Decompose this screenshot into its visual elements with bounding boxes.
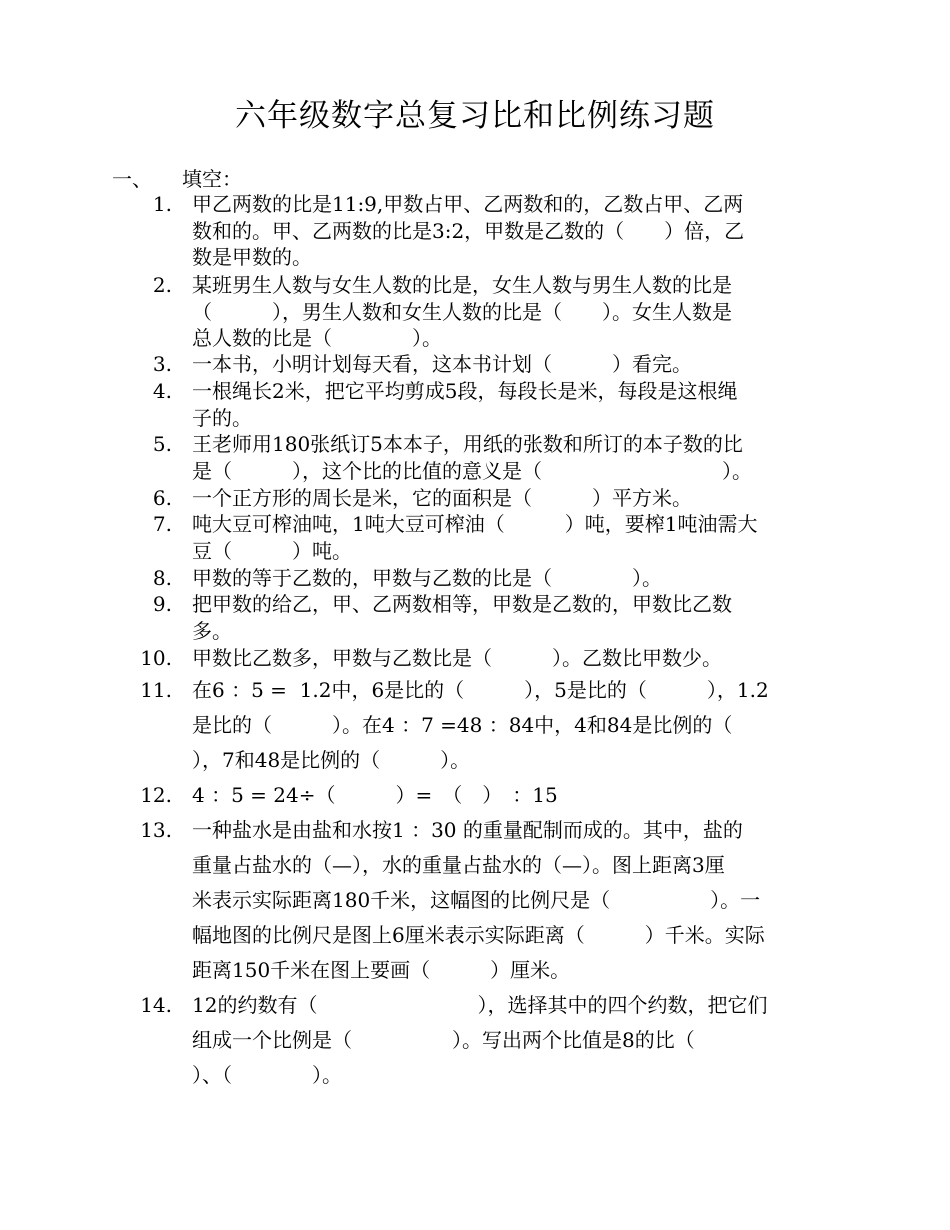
question-line: 甲数的等于乙数的，甲数与乙数的比是（ ）。 bbox=[192, 566, 662, 590]
question-text bbox=[192, 645, 854, 672]
question-number: 4. bbox=[152, 379, 172, 403]
section-title: 填空： bbox=[182, 167, 242, 191]
question-text bbox=[192, 988, 854, 1093]
question-line: 一根绳长2米，把它平均剪成5段，每段长是米，每段是这根绳 bbox=[192, 379, 738, 403]
question-number: 9. bbox=[152, 592, 172, 616]
question-line: 是（ ），这个比的比值的意义是（ ）。 bbox=[192, 458, 752, 483]
question-text bbox=[192, 272, 854, 352]
question-line: 王老师用180张纸订5本本子，用纸的张数和所订的本子数的比 bbox=[192, 432, 743, 456]
question-line: 某班男生人数与女生人数的比是，女生人数与男生人数的比是 bbox=[192, 273, 732, 297]
question-number: 6. bbox=[152, 486, 172, 510]
question-text bbox=[192, 591, 854, 644]
question-line: 是比的（ ）。在4 ：7 =48 ：84中，4和84是比例的（ bbox=[192, 713, 733, 737]
question-line: 甲数比乙数多，甲数与乙数比是（ ）。乙数比甲数少。 bbox=[192, 646, 722, 670]
question-line: 甲乙两数的比是11:9,甲数占甲、乙两数和的，乙数占甲、乙两 bbox=[192, 192, 744, 216]
question-text bbox=[192, 431, 854, 484]
question-line: 多。 bbox=[192, 618, 232, 643]
section-heading bbox=[112, 166, 242, 192]
document-title: 六年级数字总复习比和比例练习题 bbox=[235, 98, 715, 134]
question-line: 幅地图的比例尺是图上6厘米表示实际距离（ ）千米。实际 bbox=[192, 923, 765, 947]
question-number: 12. bbox=[140, 783, 172, 807]
question-line: 4 ：5 = 24÷（ ）= （ ） ：15 bbox=[192, 783, 558, 807]
question-line: 把甲数的给乙，甲、乙两数相等，甲数是乙数的，甲数比乙数 bbox=[192, 592, 732, 616]
question-line: 子的。 bbox=[192, 405, 252, 430]
question-number: 13. bbox=[140, 818, 172, 842]
question-line: 一种盐水是由盐和水按1 ：30 的重量配制而成的。其中，盐的 bbox=[192, 818, 743, 842]
question-text bbox=[192, 813, 854, 988]
question-line: 吨大豆可榨油吨，1吨大豆可榨油（ ）吨，要榨1吨油需大 bbox=[192, 512, 758, 536]
question-text bbox=[192, 351, 854, 378]
question-line: 一个正方形的周长是米，它的面积是（ ）平方米。 bbox=[192, 486, 692, 510]
question-text bbox=[192, 191, 854, 271]
question-text bbox=[192, 378, 854, 431]
question-line: 一本书，小明计划每天看，这本书计划（ ）看完。 bbox=[192, 352, 692, 376]
question-line: 组成一个比例是（ ）。写出两个比值是8的比（ bbox=[192, 1028, 695, 1052]
question-line: 在6 ：5 = 1.2中，6是比的（ ），5是比的（ ），1.2 bbox=[192, 678, 769, 702]
question-line: 12的约数有（ ），选择其中的四个约数，把它们 bbox=[192, 993, 768, 1017]
question-line: 数和的。甲、乙两数的比是3:2，甲数是乙数的（ ）倍，乙 bbox=[192, 218, 745, 243]
question-number: 14. bbox=[140, 993, 172, 1017]
question-number: 3. bbox=[152, 352, 172, 376]
section-number: 一、 bbox=[112, 167, 152, 191]
question-number: 2. bbox=[152, 273, 172, 297]
question-text bbox=[192, 485, 854, 512]
question-number: 10. bbox=[140, 646, 172, 670]
question-number: 7. bbox=[152, 512, 172, 536]
question-number: 11. bbox=[140, 678, 172, 702]
question-text bbox=[192, 565, 854, 592]
question-line: 米表示实际距离180千米，这幅图的比例尺是（ ）。一 bbox=[192, 888, 761, 912]
question-text bbox=[192, 778, 854, 813]
question-line: （ ），男生人数和女生人数的比是（ ）。女生人数是 bbox=[192, 299, 732, 324]
question-number: 1. bbox=[152, 192, 172, 216]
question-line: 数是甲数的。 bbox=[192, 245, 312, 270]
question-number: 8. bbox=[152, 566, 172, 590]
question-text bbox=[192, 511, 854, 564]
question-line: 总人数的比是（ ）。 bbox=[192, 326, 442, 351]
question-number: 5. bbox=[152, 432, 172, 456]
question-line: 距离150千米在图上要画（ ）厘米。 bbox=[192, 958, 571, 982]
question-line: 豆（ ）吨。 bbox=[192, 538, 352, 563]
question-line: 重量占盐水的（—），水的重量占盐水的（—）。图上距离3厘 bbox=[192, 853, 725, 877]
question-line: ）、（ ）。 bbox=[192, 1063, 342, 1087]
question-text bbox=[192, 673, 854, 778]
question-line: ），7和48是比例的（ ）。 bbox=[192, 748, 471, 772]
